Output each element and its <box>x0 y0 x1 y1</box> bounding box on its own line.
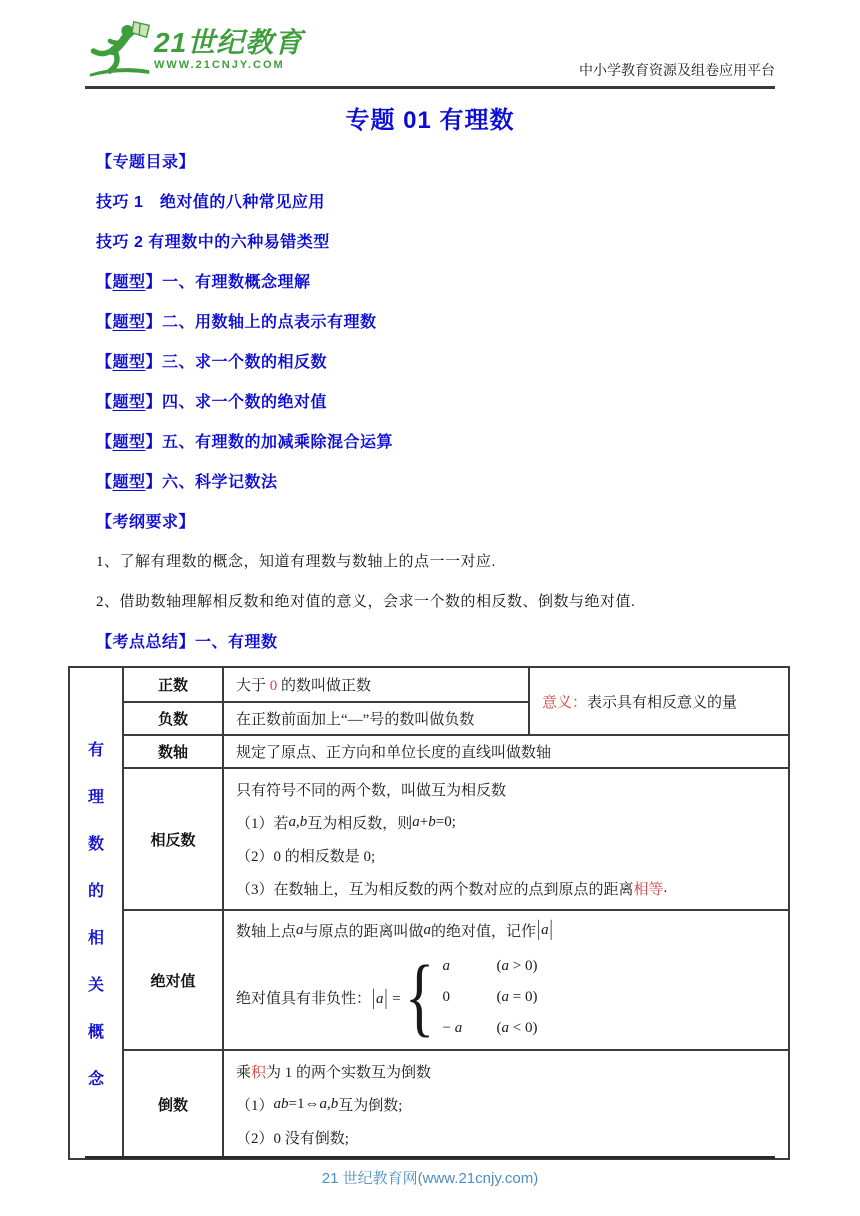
exam-requirements-label: 【考纲要求】 <box>96 513 196 531</box>
toc-item-type-4: 【 题型 】四、求一个数的绝对值 <box>96 393 328 411</box>
platform-text: 中小学教育资源及组卷应用平台 <box>579 64 775 79</box>
row-content-axis: 规定了原点、正方向和单位长度的直线叫做数轴 <box>223 735 789 768</box>
headings-list <box>96 140 790 660</box>
toc-item-skill-1: 技巧 1 绝对值的八种常见应用 <box>96 193 325 211</box>
row-content-reciprocal: 乘 积 为 1 的两个实数互为倒数 （1） ab =1⇔ a,b 互为倒数; （2）0 没有倒数; <box>223 1050 789 1159</box>
toc-item-type-5: 【 题型 】五、有理数的加减乘除混合运算 <box>96 433 394 451</box>
table-row <box>69 1050 789 1159</box>
runner-book-icon <box>88 21 152 86</box>
table-row <box>69 735 789 768</box>
row-content-positive: 大于 0 的数叫做正数 <box>223 667 529 702</box>
table-row <box>69 768 789 910</box>
footer-site-text: 21 世纪教育网(www.21cnjy.com) <box>321 1170 539 1187</box>
concepts-table <box>68 666 790 1160</box>
toc-item-type-2: 【 题型 】二、用数轴上的点表示有理数 <box>96 313 377 331</box>
row-label-opposite: 相反数 <box>123 768 223 910</box>
row-label-positive: 正数 <box>123 667 223 702</box>
row-label-negative: 负数 <box>123 702 223 735</box>
brand-name: 21世纪教育 <box>154 27 304 58</box>
side-label-cell <box>69 667 123 1159</box>
piecewise-formula: 绝对值具有非负性：|a| = { a (a > 0) 0 (a = 0) − a (a < 0) <box>236 948 538 1046</box>
row-content-opposite: 只有符号不同的两个数，叫做互为相反数 （1）若 a,b 互为相反数，则 a + b =0; （2）0 的相反数是 0; （3）在数轴上，互为相反数的两个数对应的点到原点的距离 相等 . <box>223 768 789 910</box>
exam-requirement-1: 1、了解有理数的概念，知道有理数与数轴上的点一一对应. <box>96 553 496 570</box>
table-row <box>69 667 789 702</box>
header-divider <box>85 86 775 89</box>
row-label-absolute-value: 绝对值 <box>123 910 223 1050</box>
meaning-cell: 意义：表示具有相反意义的量 <box>529 667 789 735</box>
page-header <box>88 22 775 86</box>
toc-item-skill-2: 技巧 2 有理数中的六种易错类型 <box>96 233 330 251</box>
exam-requirement-2: 2、借助数轴理解相反数和绝对值的意义，会求一个数的相反数、倒数与绝对值. <box>96 593 636 610</box>
side-label-vertical: 有 理 数 的 相 关 概 念 <box>87 742 104 1088</box>
toc-label: 【专题目录】 <box>96 153 196 171</box>
table-row <box>69 910 789 1050</box>
row-label-axis: 数轴 <box>123 735 223 768</box>
brand-url: WWW.21CNJY.COM <box>154 59 285 71</box>
toc-item-type-6: 【 题型 】六、科学记数法 <box>96 473 278 491</box>
curly-brace: { <box>404 948 435 1046</box>
page-title: 专题 01 有理数 <box>345 107 515 134</box>
summary-label: 【考点总结】一、有理数 <box>96 633 278 651</box>
row-content-negative: 在正数前面加上“—”号的数叫做负数 <box>223 702 529 735</box>
brand-text <box>154 21 303 71</box>
footer-divider <box>85 1156 775 1159</box>
toc-item-type-1: 【 题型 】一、有理数概念理解 <box>96 273 311 291</box>
toc-item-type-3: 【 题型 】三、求一个数的相反数 <box>96 353 328 371</box>
brand-logo <box>88 21 303 86</box>
row-content-absolute-value: 数轴上点 a 与原点的距离叫做 a 的绝对值，记作 | a | 绝对值具有非负性：|a| = { a (a > 0) 0 (a = 0) − a (a < 0) <box>223 910 789 1050</box>
row-label-reciprocal: 倒数 <box>123 1050 223 1159</box>
